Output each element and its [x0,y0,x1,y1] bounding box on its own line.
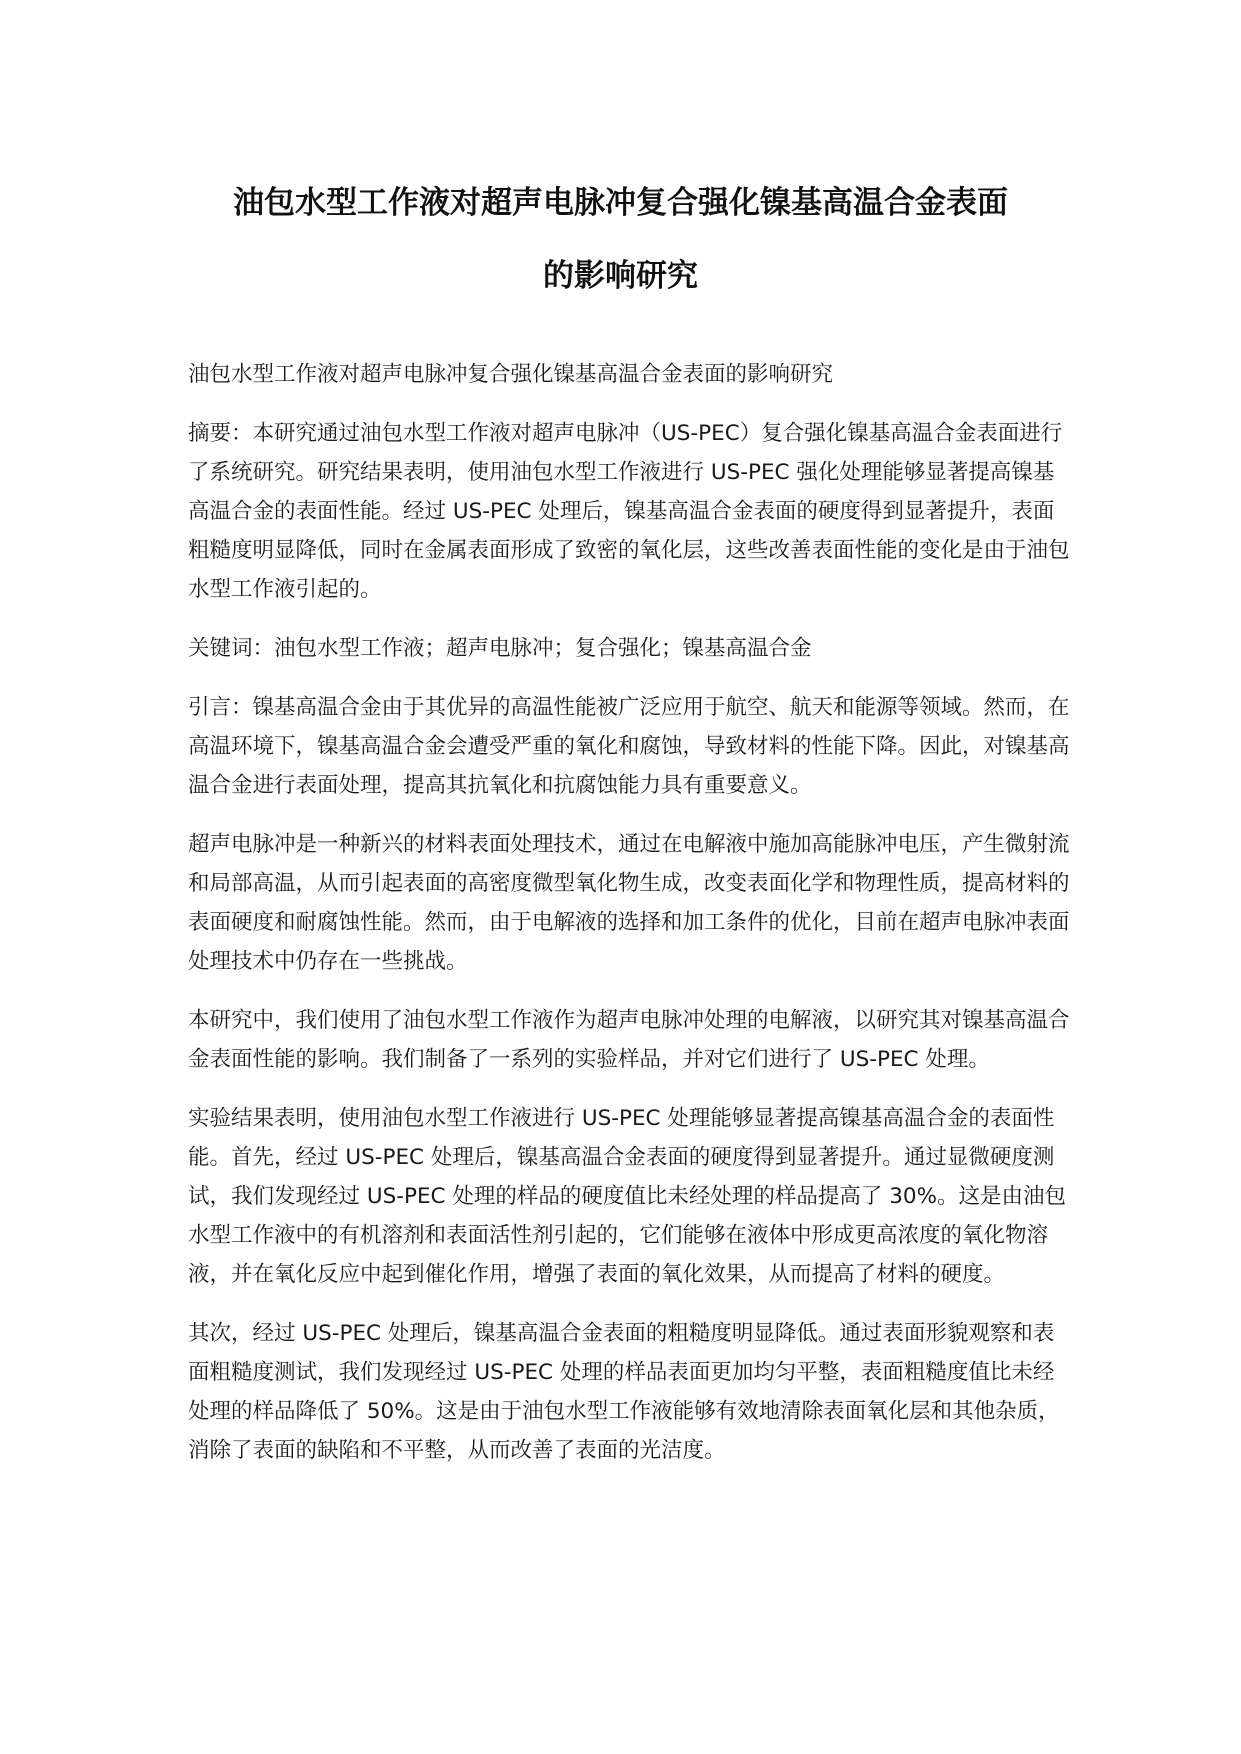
paragraph-keywords: 关键词：油包水型工作液；超声电脉冲；复合强化；镍基高温合金 [188,636,812,661]
paragraph-results-roughness: 其次，经过 US-PEC 处理后，镍基高温合金表面的粗糙度明显降低。通过表面形貌观察和表面粗糙度测试，我们发现经过 US-PEC 处理的样品表面更加均匀平整，表面粗糙度值比未经处理的样品降低了 50%。这是由于油包水型工作液能够有效地清除表面氧化层和其他杂质，消除了表面的缺陷和不平整，从而改善了表面的光洁度。 [188,1321,1060,1463]
paragraph-method: 本研究中，我们使用了油包水型工作液作为超声电脉冲处理的电解液，以研究其对镍基高温合金表面性能的影响。我们制备了一系列的实验样品，并对它们进行了 US-PEC 处理。 [188,1008,1070,1072]
paragraph-subtitle: 油包水型工作液对超声电脉冲复合强化镍基高温合金表面的影响研究 [188,362,834,387]
paragraph-results-hardness: 实验结果表明，使用油包水型工作液进行 US-PEC 处理能够显著提高镍基高温合金的表面性能。首先，经过 US-PEC 处理后，镍基高温合金表面的硬度得到显著提升。通过显微硬度测试，我们发现经过 US-PEC 处理的样品的硬度值比未经处理的样品提高了 30%。这是由油包水型工作液中的有机溶剂和表面活性剂引起的，它们能够在液体中形成更高浓度的氧化物溶液，并在氧化反应中起到催化作用，增强了表面的氧化效果，从而提高了材料的硬度。 [188,1106,1066,1287]
document-body [188,355,1073,1490]
document-title-line-1: 油包水型工作液对超声电脉冲复合强化镍基高温合金表面 [233,185,1008,221]
paragraph-background: 超声电脉冲是一种新兴的材料表面处理技术，通过在电解液中施加高能脉冲电压，产生微射流和局部高温，从而引起表面的高密度微型氧化物生成，改变表面化学和物理性质，提高材料的表面硬度和耐腐蚀性能。然而，由于电解液的选择和加工条件的优化，目前在超声电脉冲表面处理技术中仍存在一些挑战。 [188,832,1070,974]
document-title-line-2: 的影响研究 [543,258,698,294]
paragraph-abstract: 摘要：本研究通过油包水型工作液对超声电脉冲（US-PEC）复合强化镍基高温合金表面进行了系统研究。研究结果表明，使用油包水型工作液进行 US-PEC 强化处理能够显著提高镍基高温合金的表面性能。经过 US-PEC 处理后，镍基高温合金表面的硬度得到显著提升，表面粗糙度明显降低，同时在金属表面形成了致密的氧化层，这些改善表面性能的变化是由于油包水型工作液引起的。 [188,421,1070,602]
paragraph-introduction: 引言：镍基高温合金由于其优异的高温性能被广泛应用于航空、航天和能源等领域。然而，在高温环境下，镍基高温合金会遭受严重的氧化和腐蚀，导致材料的性能下降。因此，对镍基高温合金进行表面处理，提高其抗氧化和抗腐蚀能力具有重要意义。 [188,695,1070,798]
